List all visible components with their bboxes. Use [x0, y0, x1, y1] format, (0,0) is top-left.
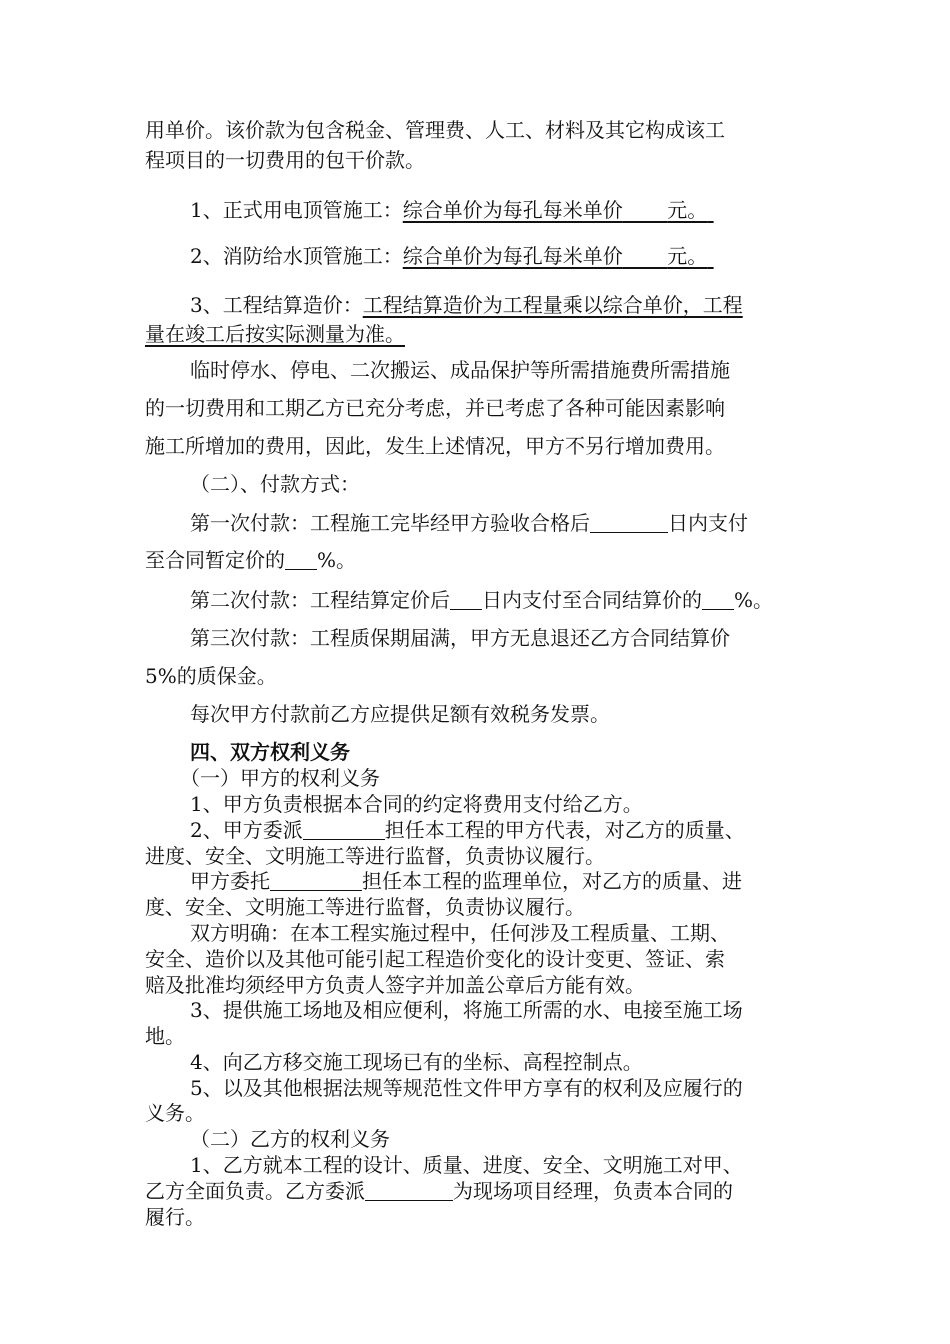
paragraph-line: 赔及批准均须经甲方负责人签字并加盖公章后方能有效。: [145, 973, 645, 997]
paragraph-line: 的一切费用和工期乙方已充分考虑，并已考虑了各种可能因素影响: [145, 396, 725, 420]
item-text: 综合单价为每孔每米单价 元。: [402, 244, 708, 268]
item-label: 1、正式用电顶管施工：: [190, 198, 403, 222]
blank-field[interactable]: [450, 589, 482, 610]
payment-third-cont: 5%的质保金。: [145, 664, 277, 688]
item-settlement-cont: 量在竣工后按实际测量为准。: [145, 322, 405, 346]
blank-field[interactable]: [702, 589, 734, 610]
paragraph-line: 双方明确：在本工程实施过程中，任何涉及工程质量、工期、: [190, 921, 730, 945]
blank-field[interactable]: [270, 870, 362, 891]
section-heading: 四、双方权利义务: [190, 740, 350, 764]
payment-first-cont: 至合同暂定价的 %。: [145, 548, 357, 572]
item-label: 2、消防给水顶管施工：: [190, 244, 403, 268]
list-item-cont: 乙方全面负责。乙方委派 为现场项目经理，负责本合同的: [145, 1179, 733, 1203]
list-item: 4、向乙方移交施工现场已有的坐标、高程控制点。: [190, 1050, 643, 1074]
item-label: 3、工程结算造价：: [190, 293, 363, 317]
blank-field[interactable]: [590, 512, 668, 533]
list-item: 1、甲方负责根据本合同的约定将费用支付给乙方。: [190, 792, 643, 816]
list-item-cont: 度、安全、文明施工等进行监督，负责协议履行。: [145, 895, 585, 919]
payment-invoice: 每次甲方付款前乙方应提供足额有效税务发票。: [190, 702, 610, 726]
list-item: 5、以及其他根据法规等规范性文件甲方享有的权利及应履行的: [190, 1076, 743, 1100]
item-fire-water-pipe: [190, 242, 714, 270]
paragraph-line: 用单价。该价款为包含税金、管理费、人工、材料及其它构成该工: [145, 118, 725, 142]
payment-second: 第二次付款：工程结算定价后 日内支付至合同结算价的 %。: [190, 588, 774, 612]
list-item-cont: 地。: [145, 1024, 185, 1048]
blank-field[interactable]: [303, 819, 385, 840]
list-item: 甲方委托 担任本工程的监理单位，对乙方的质量、进: [190, 869, 742, 893]
item-text: 工程结算造价为工程量乘以综合单价，工程: [362, 293, 743, 317]
payment-first: 第一次付款：工程施工完毕经甲方验收合格后 日内支付: [190, 511, 748, 535]
subsection-heading: （一）甲方的权利义务: [180, 766, 380, 790]
list-item: 1、乙方就本工程的设计、质量、进度、安全、文明施工对甲、: [190, 1153, 743, 1177]
list-item: 3、提供施工场地及相应便利，将施工所需的水、电接至施工场: [190, 998, 743, 1022]
blank-field[interactable]: [285, 549, 317, 570]
item-settlement: [190, 291, 743, 319]
paragraph-line: 施工所增加的费用，因此，发生上述情况，甲方不另行增加费用。: [145, 434, 725, 458]
paragraph-line: 安全、造价以及其他可能引起工程造价变化的设计变更、签证、索: [145, 947, 725, 971]
payment-heading: （二）、付款方式：: [190, 472, 360, 496]
item-electric-pipe: [190, 196, 714, 224]
subsection-heading: （二）乙方的权利义务: [190, 1127, 390, 1151]
paragraph-line: 程项目的一切费用的包干价款。: [145, 148, 425, 172]
list-item-cont: 进度、安全、文明施工等进行监督，负责协议履行。: [145, 844, 605, 868]
blank-field[interactable]: [365, 1180, 453, 1201]
list-item-cont: 履行。: [145, 1205, 205, 1229]
paragraph-line: 临时停水、停电、二次搬运、成品保护等所需措施费所需措施: [190, 358, 730, 382]
list-item-cont: 义务。: [145, 1101, 205, 1125]
payment-third: 第三次付款：工程质保期届满，甲方无息退还乙方合同结算价: [190, 626, 730, 650]
item-text: 综合单价为每孔每米单价 元。: [402, 198, 708, 222]
list-item: 2、甲方委派 担任本工程的甲方代表，对乙方的质量、: [190, 818, 745, 842]
